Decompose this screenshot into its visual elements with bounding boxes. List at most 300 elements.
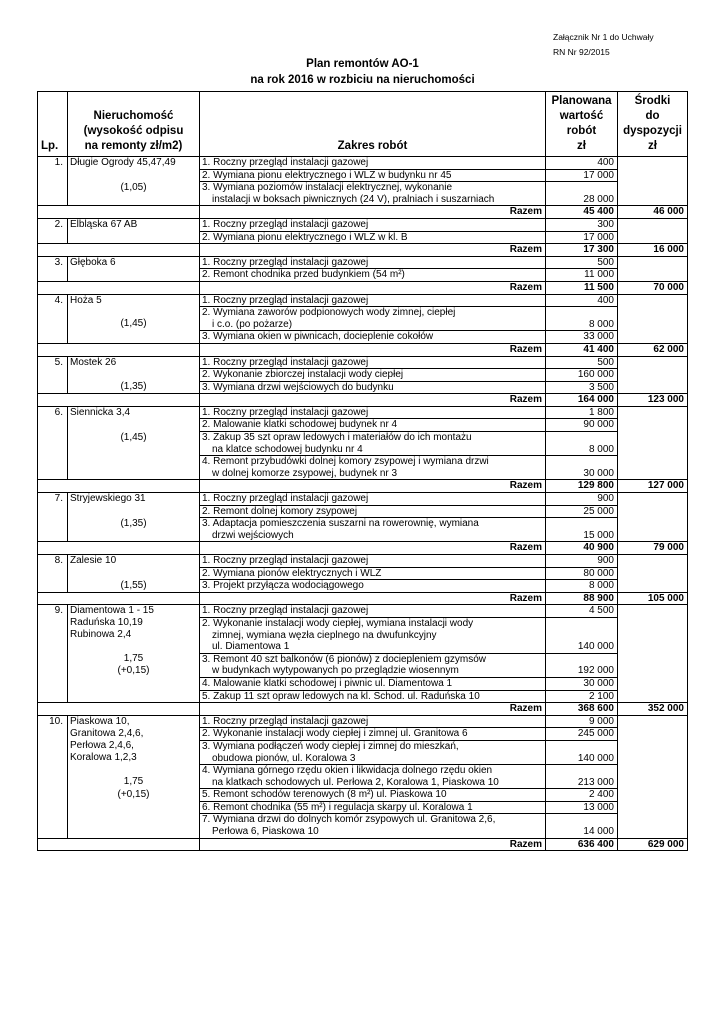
table-row [38, 432, 688, 456]
row-number: 7. [38, 493, 68, 506]
work-item [200, 801, 546, 814]
work-item-line: 6. Remont chodnika (55 m²) i regulacja skarpy ul. Koralowa 1 [202, 801, 473, 813]
property-name: Diamentowa 1 - 15 [70, 605, 154, 617]
work-item [200, 256, 546, 269]
table-row [38, 740, 688, 764]
funds-cell [618, 690, 688, 703]
work-item-line: 1. Roczny przegląd instalacji gazowej [202, 605, 369, 617]
planned-value [546, 381, 618, 394]
property-name: Rubinowa 2,4 [70, 629, 132, 641]
table-row [38, 493, 688, 506]
planned-value [546, 369, 618, 382]
row-number [38, 677, 68, 690]
row-number [38, 789, 68, 802]
work-item-line: 2. Wymiana pionu elektrycznego i WLZ w kl. B [202, 231, 408, 243]
available-funds-value: 629 000 [618, 838, 688, 851]
property-name: Mostek 26 [70, 356, 117, 368]
property-name: Stryjewskiego 31 [70, 493, 146, 505]
work-item [200, 617, 546, 653]
property-coefficient: (1,55) [120, 579, 147, 591]
property-cell [68, 814, 200, 838]
work-item [200, 580, 546, 593]
total-label: Razem [200, 703, 546, 716]
header-planned-value: Planowana wartość robót zł [546, 92, 618, 157]
work-item-line: 3. Remont 40 szt balkonów (6 pionów) z dociepleniem gzymsów [202, 653, 487, 665]
work-item [200, 814, 546, 838]
work-item-line: 3. Projekt przyłącza wodociągowego [202, 580, 364, 592]
value-text: 900 [597, 555, 614, 566]
work-item-line: 2. Wykonanie instalacji wody ciepłej, wymiana instalacji wody [202, 617, 474, 629]
property-coefficient: 1,75 [123, 776, 144, 788]
property-coefficient: (1,45) [120, 318, 147, 330]
work-item [200, 605, 546, 618]
work-item-line: instalacji w boksach piwnicznych (24 V), pralniach i suszarniach [212, 193, 495, 205]
planned-value [546, 814, 618, 838]
property-cell [68, 331, 200, 344]
work-item [200, 307, 546, 331]
total-label: Razem [200, 592, 546, 605]
work-item-line: drzwi wejściowych [212, 529, 294, 541]
table-row [38, 231, 688, 244]
table-row [38, 728, 688, 741]
work-item-line: 3. Adaptacja pomieszczenia suszarni na rowerownię, wymiana [202, 518, 479, 530]
row-number [38, 728, 68, 741]
funds-cell [618, 269, 688, 282]
planned-value [546, 419, 618, 432]
funds-cell [618, 419, 688, 432]
funds-cell [618, 157, 688, 170]
value-text: 2 100 [588, 690, 614, 702]
total-value: 368 600 [546, 703, 618, 716]
work-item-line: 2. Wymiana pionów elektrycznych i WLZ [202, 567, 382, 579]
property-coefficient: (1,35) [120, 381, 147, 393]
total-label: Razem [200, 244, 546, 257]
planned-value [546, 801, 618, 814]
work-item [200, 331, 546, 344]
work-item [200, 182, 546, 206]
planned-value [546, 157, 618, 170]
table-row [38, 456, 688, 480]
property-cell [68, 231, 200, 244]
value-text: 213 000 [577, 776, 614, 788]
funds-cell [618, 617, 688, 653]
property-cell [68, 505, 200, 518]
funds-cell [618, 715, 688, 728]
row-number [38, 231, 68, 244]
available-funds-value: 46 000 [618, 206, 688, 219]
available-funds-value: 70 000 [618, 281, 688, 294]
planned-value [546, 269, 618, 282]
renovation-plan-table [37, 91, 688, 851]
property-cell [68, 432, 200, 456]
value-text: 15 000 [583, 529, 614, 541]
work-item-line: 1. Roczny przegląd instalacji gazowej [202, 356, 369, 368]
row-number: 8. [38, 555, 68, 568]
property-name: Siennicka 3,4 [70, 406, 131, 418]
row-number [38, 419, 68, 432]
work-item [200, 294, 546, 307]
planned-value [546, 728, 618, 741]
table-row [38, 356, 688, 369]
funds-cell [618, 605, 688, 618]
available-funds-value: 352 000 [618, 703, 688, 716]
planned-value [546, 505, 618, 518]
property-cell [68, 518, 200, 542]
planned-value [546, 169, 618, 182]
table-row [38, 580, 688, 593]
planned-value [546, 356, 618, 369]
work-item [200, 740, 546, 764]
work-item [200, 269, 546, 282]
total-value: 11 500 [546, 281, 618, 294]
property-cell [68, 605, 200, 618]
value-text: 11 000 [584, 269, 614, 281]
row-number [38, 580, 68, 593]
work-item-line: i c.o. (po pożarze) [212, 318, 293, 330]
total-label: Razem [200, 343, 546, 356]
value-text: 90 000 [583, 419, 614, 431]
work-item [200, 677, 546, 690]
value-text: 400 [597, 294, 614, 306]
total-row [38, 480, 688, 493]
funds-cell [618, 653, 688, 677]
attachment-note: Załącznik Nr 1 do Uchwały [553, 32, 654, 42]
value-text: 400 [597, 157, 614, 168]
header-property: Nieruchomość (wysokość odpisu na remonty zł/m2) [68, 92, 200, 157]
work-item-line: 3. Wymiana okien w piwnicach, docieplenie cokołów [202, 331, 434, 343]
row-number [38, 456, 68, 480]
table-row [38, 677, 688, 690]
row-number [38, 307, 68, 331]
property-coefficient: (+0,15) [117, 664, 150, 676]
planned-value [546, 294, 618, 307]
planned-value [546, 765, 618, 789]
property-name: Koralowa 1,2,3 [70, 752, 137, 763]
property-cell [68, 677, 200, 690]
work-item [200, 505, 546, 518]
funds-cell [618, 505, 688, 518]
property-name: Perłowa 2,4,6, [70, 740, 134, 752]
value-text: 192 000 [577, 665, 614, 677]
work-item [200, 715, 546, 728]
value-text: 17 000 [583, 169, 614, 181]
header-scope: Zakres robót [200, 92, 546, 157]
property-cell [68, 307, 200, 331]
funds-cell [618, 432, 688, 456]
row-number [38, 182, 68, 206]
row-number [38, 653, 68, 677]
work-item-line: ul. Diamentowa 1 [212, 641, 290, 653]
planned-value [546, 740, 618, 764]
work-item-line: 3. Zakup 35 szt opraw ledowych i materiałów do ich montażu [202, 432, 472, 444]
work-item-line: 2. Remont dolnej komory zsypowej [202, 505, 358, 517]
total-row [38, 281, 688, 294]
property-cell [68, 728, 200, 741]
total-row-blank [38, 394, 200, 407]
total-row-blank [38, 343, 200, 356]
table-row [38, 555, 688, 568]
table-row [38, 419, 688, 432]
funds-cell [618, 814, 688, 838]
property-name: Piaskowa 10, [70, 715, 130, 727]
total-row-blank [38, 480, 200, 493]
value-text: 9 000 [588, 715, 614, 727]
total-row [38, 703, 688, 716]
total-row [38, 244, 688, 257]
total-row-blank [38, 542, 200, 555]
available-funds-value: 127 000 [618, 480, 688, 493]
property-name: Hoża 5 [70, 294, 102, 306]
planned-value [546, 432, 618, 456]
total-row-blank [38, 244, 200, 257]
value-text: 25 000 [583, 505, 614, 517]
resolution-number: RN Nr 92/2015 [553, 47, 610, 57]
total-value: 40 900 [546, 542, 618, 555]
total-row [38, 394, 688, 407]
funds-cell [618, 331, 688, 344]
property-cell [68, 789, 200, 802]
row-number: 5. [38, 356, 68, 369]
property-coefficient: (1,45) [120, 431, 147, 443]
planned-value [546, 789, 618, 802]
property-cell [68, 381, 200, 394]
work-item [200, 369, 546, 382]
work-item [200, 218, 546, 231]
value-text: 80 000 [583, 567, 614, 579]
work-item-line: 4. Malowanie klatki schodowej i piwnic ul. Diamentowa 1 [202, 677, 453, 689]
row-number: 9. [38, 605, 68, 618]
work-item-line: 2. Wykonanie instalacji wody ciepłej i zimnej ul. Granitowa 6 [202, 728, 468, 740]
funds-cell [618, 555, 688, 568]
value-text: 500 [597, 356, 614, 368]
table-row [38, 567, 688, 580]
total-row [38, 838, 688, 851]
value-text: 140 000 [577, 752, 614, 764]
total-row-blank [38, 592, 200, 605]
work-item [200, 432, 546, 456]
planned-value [546, 456, 618, 480]
work-item-line: 1. Roczny przegląd instalacji gazowej [202, 493, 369, 505]
row-number [38, 814, 68, 838]
row-number: 2. [38, 218, 68, 231]
table-row [38, 169, 688, 182]
work-item [200, 653, 546, 677]
table-row [38, 269, 688, 282]
table-row [38, 801, 688, 814]
property-name: Długie Ogrody 45,47,49 [70, 157, 176, 168]
total-label: Razem [200, 281, 546, 294]
property-cell [68, 715, 200, 728]
funds-cell [618, 765, 688, 789]
available-funds-value: 79 000 [618, 542, 688, 555]
table-row [38, 331, 688, 344]
funds-cell [618, 231, 688, 244]
value-text: 4 500 [588, 605, 614, 617]
property-cell [68, 269, 200, 282]
work-item-line: 2. Malowanie klatki schodowej budynek nr 4 [202, 419, 398, 431]
work-item [200, 381, 546, 394]
planned-value [546, 518, 618, 542]
property-cell [68, 356, 200, 369]
work-item-line: na klatkach schodowych ul. Perłowa 2, Koralowa 1, Piaskowa 10 [212, 776, 499, 788]
work-item [200, 419, 546, 432]
row-number [38, 269, 68, 282]
total-row [38, 592, 688, 605]
available-funds-value: 16 000 [618, 244, 688, 257]
work-item-line: 1. Roczny przegląd instalacji gazowej [202, 406, 369, 418]
property-name: Raduńska 10,19 [70, 617, 143, 629]
funds-cell [618, 182, 688, 206]
funds-cell [618, 740, 688, 764]
header-lp: Lp. [38, 92, 68, 157]
row-number [38, 617, 68, 653]
work-item-line: 1. Roczny przegląd instalacji gazowej [202, 715, 369, 727]
property-coefficient: 1,75 [123, 653, 144, 665]
property-cell [68, 218, 200, 231]
work-item-line: 4. Remont przybudówki dolnej komory zsypowej i wymiana drzwi [202, 456, 489, 468]
value-text: 1 800 [588, 406, 614, 418]
work-item-line: w dolnej komorze zsypowej, budynek nr 3 [212, 467, 398, 479]
value-text: 8 000 [588, 580, 614, 592]
total-value: 636 400 [546, 838, 618, 851]
work-item [200, 406, 546, 419]
row-number [38, 740, 68, 764]
work-item-line: 3. Wymiana podłączeń wody ciepłej i zimnej do mieszkań, [202, 740, 459, 752]
row-number: 1. [38, 157, 68, 170]
total-label: Razem [200, 394, 546, 407]
planned-value [546, 307, 618, 331]
work-item-line: w budynkach wytypowanych po przeglądzie wiosennym [212, 665, 459, 677]
work-item-line: 7. Wymiana drzwi do dolnych komór zsypowych ul. Granitowa 2,6, [202, 814, 496, 826]
property-cell [68, 256, 200, 269]
total-row [38, 206, 688, 219]
row-number [38, 765, 68, 789]
document-title: Plan remontów AO-1 [306, 58, 419, 70]
row-number: 10. [38, 715, 68, 728]
table-row [38, 294, 688, 307]
work-item-line: 4. Wymiana górnego rzędu okien i likwidacja dolnego rzędu okien [202, 765, 493, 777]
property-cell [68, 294, 200, 307]
table-row [38, 406, 688, 419]
planned-value [546, 331, 618, 344]
table-row [38, 715, 688, 728]
row-number [38, 169, 68, 182]
property-name: Głęboka 6 [70, 256, 116, 268]
property-cell [68, 567, 200, 580]
funds-cell [618, 381, 688, 394]
work-item-line: 2. Wymiana pionu elektrycznego i WLZ w budynku nr 45 [202, 169, 452, 181]
planned-value [546, 182, 618, 206]
property-cell [68, 690, 200, 703]
total-value: 45 400 [546, 206, 618, 219]
property-cell [68, 419, 200, 432]
row-number [38, 331, 68, 344]
funds-cell [618, 493, 688, 506]
table-row [38, 218, 688, 231]
total-row-blank [38, 838, 200, 851]
planned-value [546, 406, 618, 419]
row-number [38, 801, 68, 814]
work-item-line: 2. Wykonanie zbiorczej instalacji wody ciepłej [202, 369, 404, 381]
property-cell [68, 580, 200, 593]
value-text: 30 000 [583, 677, 614, 689]
funds-cell [618, 580, 688, 593]
row-number: 3. [38, 256, 68, 269]
planned-value [546, 715, 618, 728]
work-item-line: 1. Roczny przegląd instalacji gazowej [202, 555, 369, 566]
funds-cell [618, 456, 688, 480]
planned-value [546, 256, 618, 269]
total-value: 164 000 [546, 394, 618, 407]
row-number [38, 381, 68, 394]
planned-value [546, 580, 618, 593]
table-row [38, 617, 688, 653]
table-row [38, 307, 688, 331]
funds-cell [618, 218, 688, 231]
work-item-line: 1. Roczny przegląd instalacji gazowej [202, 294, 369, 306]
property-name: Elbląska 67 AB [70, 218, 138, 230]
work-item-line: 1. Roczny przegląd instalacji gazowej [202, 157, 369, 168]
work-item [200, 765, 546, 789]
funds-cell [618, 518, 688, 542]
value-text: 300 [597, 218, 614, 230]
value-text: 8 000 [588, 318, 614, 330]
planned-value [546, 555, 618, 568]
table-row [38, 256, 688, 269]
funds-cell [618, 728, 688, 741]
total-value: 88 900 [546, 592, 618, 605]
total-label: Razem [200, 480, 546, 493]
planned-value [546, 605, 618, 618]
funds-cell [618, 801, 688, 814]
property-name: Zalesie 10 [70, 555, 117, 566]
value-text: 2 400 [588, 789, 614, 801]
planned-value [546, 567, 618, 580]
planned-value [546, 653, 618, 677]
table-row [38, 605, 688, 618]
planned-value [546, 231, 618, 244]
row-number [38, 432, 68, 456]
planned-value [546, 493, 618, 506]
value-text: 8 000 [588, 443, 614, 455]
total-label: Razem [200, 206, 546, 219]
work-item-line: 2. Remont chodnika przed budynkiem (54 m²) [202, 269, 405, 281]
property-coefficient: (1,35) [120, 517, 147, 529]
table-row [38, 369, 688, 382]
work-item [200, 555, 546, 568]
value-text: 245 000 [577, 728, 614, 740]
funds-cell [618, 356, 688, 369]
total-value: 17 300 [546, 244, 618, 257]
planned-value [546, 218, 618, 231]
row-number: 6. [38, 406, 68, 419]
work-item [200, 356, 546, 369]
funds-cell [618, 169, 688, 182]
table-row [38, 814, 688, 838]
work-item-line: 5. Remont schodów terenowych (8 m²) ul. Piaskowa 10 [202, 789, 447, 801]
property-cell [68, 456, 200, 480]
value-text: 500 [597, 256, 614, 268]
row-number: 4. [38, 294, 68, 307]
total-value: 129 800 [546, 480, 618, 493]
funds-cell [618, 256, 688, 269]
table-row [38, 157, 688, 170]
funds-cell [618, 677, 688, 690]
planned-value [546, 677, 618, 690]
work-item [200, 456, 546, 480]
work-item-line: na klatce schodowej budynku nr 4 [212, 443, 363, 455]
row-number [38, 505, 68, 518]
